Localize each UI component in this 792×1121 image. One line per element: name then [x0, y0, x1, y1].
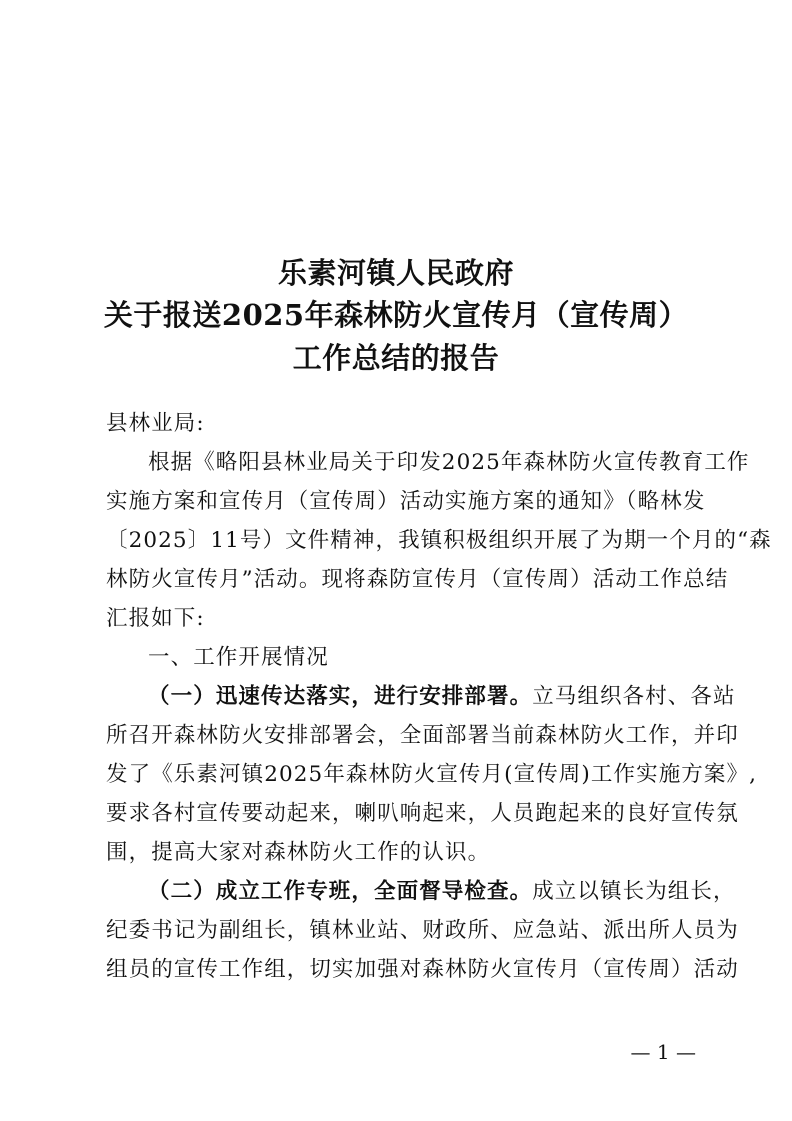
intro-line-3: 〔2025〕11号）文件精神，我镇积极组织开展了为期一个月的“森: [106, 528, 772, 553]
item-1-line-5: 围，提高大家对森林防火工作的认识。: [106, 840, 491, 865]
addressee: 县林业局:: [106, 411, 205, 436]
intro-line-1: 根据《略阳县林业局关于印发2025年森林防火宣传教育工作: [148, 450, 750, 475]
intro-line-2: 实施方案和宣传月（宣传周）活动实施方案的通知》（略林发: [106, 489, 706, 514]
item-1-line-3: 发了《乐素河镇2025年森林防火宣传月(宣传周)工作实施方案》,: [106, 762, 758, 787]
item-1-line-1-rest: 立马组织各村、各站: [532, 684, 736, 709]
item-2-line-3: 组员的宣传工作组，切实加强对森林防火宣传月（宣传周）活动: [106, 957, 739, 982]
item-1-line-1: [148, 682, 736, 712]
item-2-line-1: [148, 877, 736, 907]
intro-line-4: 林防火宣传月”活动。现将森防宣传月（宣传周）活动工作总结: [106, 567, 729, 592]
page-number: — 1 —: [630, 1040, 696, 1064]
item-1-line-2: 所召开森林防火安排部署会，全面部署当前森林防火工作，并印: [106, 723, 739, 748]
document-title-line-3: 工作总结的报告: [292, 341, 500, 375]
item-2-line-2: 纪委书记为副组长，镇林业站、财政所、应急站、派出所人员为: [106, 918, 739, 943]
item-2-line-1-rest: 成立以镇长为组长，: [532, 879, 736, 904]
document-title-line-1: 乐素河镇人民政府: [277, 256, 514, 290]
item-2-lead: （二）成立工作专班，全面督导检查。: [148, 879, 533, 904]
item-1-lead: （一）迅速传达落实，进行安排部署。: [148, 684, 533, 709]
intro-line-5: 汇报如下:: [106, 606, 205, 631]
item-1-line-4: 要求各村宣传要动起来，喇叭响起来，人员跑起来的良好宣传氛: [106, 801, 739, 826]
section-heading-work-progress: 一、工作开展情况: [148, 645, 329, 670]
document-title-line-2: 关于报送2025年森林防火宣传月（宣传周）: [103, 298, 689, 332]
